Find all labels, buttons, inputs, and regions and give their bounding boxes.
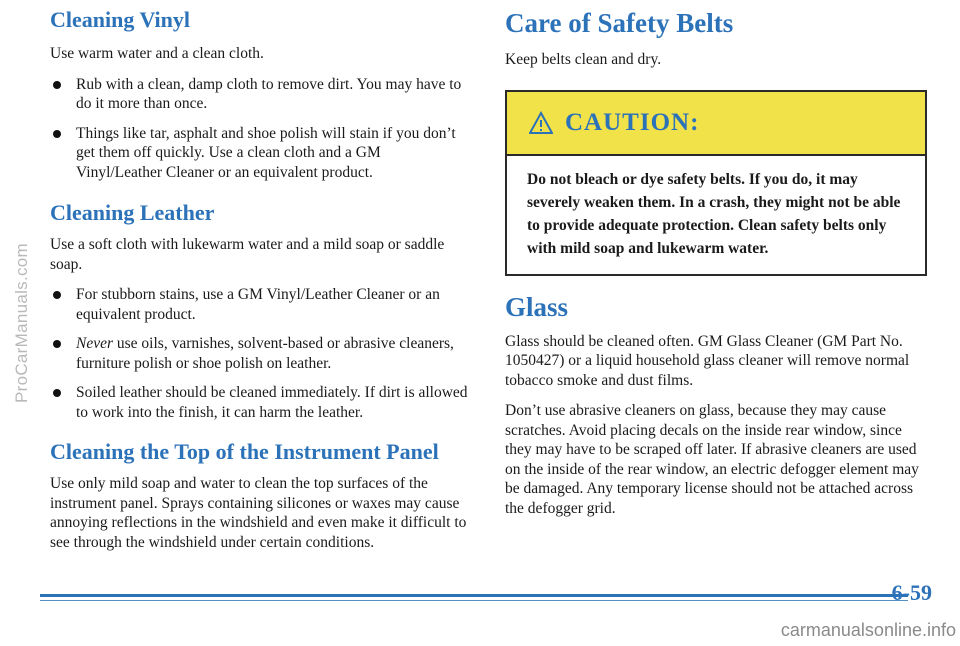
leather-bullet-2: Never use oils, varnishes, solvent-based or abrasive cleaners, furniture polish or shoe polish on leather. (50, 334, 470, 373)
glass-paragraph-1: Glass should be cleaned often. GM Glass Cleaner (GM Part No. 1050427) or a liquid household glass cleaner will remove normal tobacco smoke and dust films. (505, 332, 910, 389)
heading-glass: Glass (505, 291, 569, 322)
footer-rule-thin (40, 600, 908, 601)
bullet-dot-icon (53, 389, 61, 397)
bullet-dot-icon (53, 340, 61, 348)
leather-bullet-1: For stubborn stains, use a GM Vinyl/Leather Cleaner or an equivalent product. (50, 285, 470, 324)
leather-bullet-3: Soiled leather should be cleaned immediately. If dirt is allowed to work into the finish, it can harm the leather. (50, 383, 470, 422)
warning-triangle-icon (529, 111, 553, 135)
heading-cleaning-vinyl: Cleaning Vinyl (50, 7, 190, 32)
caution-text: Do not bleach or dye safety belts. If you do, it may severely weaken them. In a crash, they might not be able to provide adequate protection. Clean safety belts only with mild soap and lukewarm water. (527, 170, 901, 257)
vinyl-bullet-list (50, 75, 470, 183)
belts-intro: Keep belts clean and dry. (505, 51, 662, 68)
footer-rule (40, 594, 908, 597)
instrument-panel-body: Use only mild soap and water to clean the top surfaces of the instrument panel. Sprays containing silicones or waxes may cause annoying reflections in the windshield and even make it difficult to see through the windshield under certain conditions. (50, 475, 467, 551)
vinyl-intro: Use warm water and a clean cloth. (50, 45, 264, 62)
bullet-dot-icon (53, 130, 61, 138)
leather-bullet-list (50, 285, 470, 422)
right-column (505, 6, 927, 518)
side-watermark (2, 0, 42, 646)
left-column (50, 6, 470, 552)
glass-paragraph-2: Don’t use abrasive cleaners on glass, because they may cause scratches. Avoid placing decals on the inside rear window, since they may have to be scraped off later. If abrasive cleaners are used on the inside of the rear window, an electric defogger element may be damaged. Any temporary license should not be attached across the defogger grid. (505, 402, 919, 517)
leather-intro: Use a soft cloth with lukewarm water and a mild soap or saddle soap. (50, 236, 445, 273)
bullet-dot-icon (53, 81, 61, 89)
heading-care-safety-belts: Care of Safety Belts (505, 8, 734, 38)
vinyl-bullet-1: Rub with a clean, damp cloth to remove dirt. You may have to do it more than once. (50, 75, 470, 114)
caution-body (507, 156, 925, 274)
caution-header (507, 92, 925, 156)
caution-box (505, 90, 927, 276)
heading-instrument-panel: Cleaning the Top of the Instrument Panel (50, 439, 439, 464)
bottom-watermark: carmanualsonline.info (780, 620, 956, 640)
heading-cleaning-leather: Cleaning Leather (50, 200, 215, 225)
caution-label: CAUTION: (565, 108, 700, 136)
bullet-dot-icon (53, 291, 61, 299)
page-number: 6-59 (891, 580, 932, 605)
side-watermark-text: ProCarManuals.com (12, 242, 32, 404)
vinyl-bullet-2: Things like tar, asphalt and shoe polish will stain if you don’t get them off quickly. Use a clean cloth and a GM Vinyl/Leather Cleaner or an equivalent product. (50, 124, 470, 183)
